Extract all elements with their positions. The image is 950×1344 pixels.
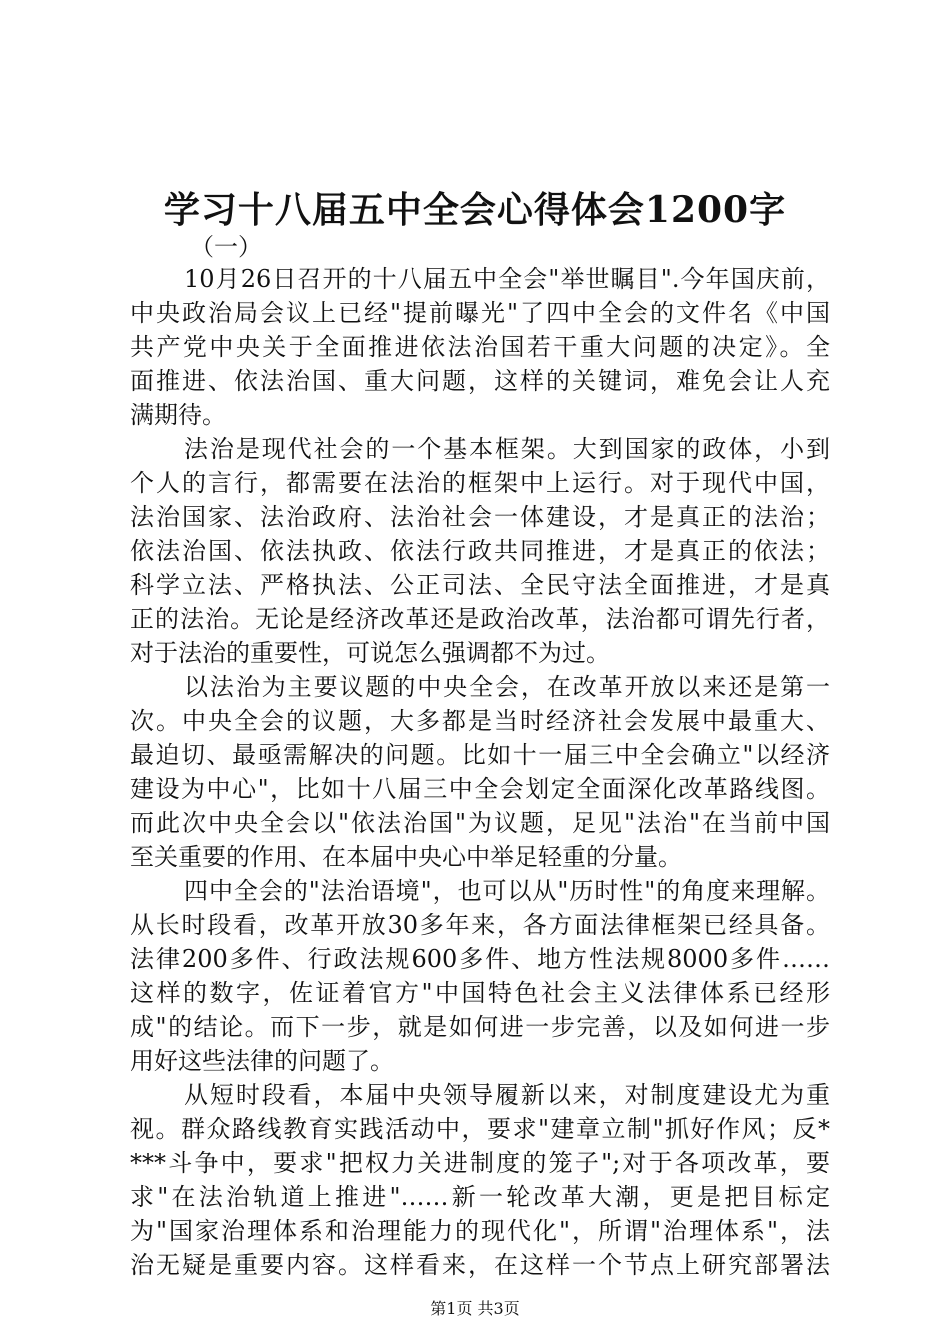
text-line: 个人的言行，都需要在法治的框架中上运行。对于现代中国， bbox=[130, 469, 830, 497]
text-line: 求"在法治轨道上推进"……新一轮改革大潮，更是把目标定 bbox=[130, 1183, 830, 1211]
text-line: 治无疑是重要内容。这样看来，在这样一个节点上研究部署法 bbox=[130, 1251, 830, 1279]
text-line: 成"的结论。而下一步，就是如何进一步完善，以及如何进一步 bbox=[130, 1013, 830, 1041]
text-line: 中央政治局会议上已经"提前曝光"了四中全会的文件名《中国 bbox=[130, 299, 830, 327]
text-line: 四中全会的"法治语境"，也可以从"历时性"的角度来理解。 bbox=[184, 877, 830, 905]
text-line: 次。中央全会的议题，大多都是当时经济社会发展中最重大、 bbox=[130, 707, 830, 735]
text-line: 以法治为主要议题的中央全会，在改革开放以来还是第一 bbox=[184, 673, 830, 701]
text-line: 最迫切、最亟需解决的问题。比如十一届三中全会确立"以经济 bbox=[130, 741, 830, 769]
text-line: 满期待。 bbox=[130, 401, 226, 429]
text-line: 正的法治。无论是经济改革还是政治改革，法治都可谓先行者， bbox=[130, 605, 830, 633]
text-line: 共产党中央关于全面推进依法治国若干重大问题的决定》。全 bbox=[130, 333, 830, 361]
text-line: 面推进、依法治国、重大问题，这样的关键词，难免会让人充 bbox=[130, 367, 830, 395]
page-footer: 第1页 共3页 bbox=[430, 1299, 520, 1318]
text-line: 这样的数字，佐证着官方"中国特色社会主义法律体系已经形 bbox=[130, 979, 830, 1007]
text-line: 视。群众路线教育实践活动中，要求"建章立制"抓好作风；反* bbox=[130, 1115, 830, 1143]
text-line: 从长时段看，改革开放30多年来，各方面法律框架已经具备。 bbox=[130, 911, 830, 939]
text-line: 用好这些法律的问题了。 bbox=[130, 1047, 394, 1075]
text-line: 法治是现代社会的一个基本框架。大到国家的政体，小到 bbox=[184, 435, 830, 463]
text-line: ***斗争中，要求"把权力关进制度的笼子";对于各项改革，要 bbox=[130, 1149, 830, 1177]
document-title: 学习十八届五中全会心得体会1200字 bbox=[163, 189, 787, 231]
section-number: （一） bbox=[190, 233, 262, 261]
text-line: 建设为中心"，比如十八届三中全会划定全面深化改革路线图。 bbox=[130, 775, 830, 803]
text-line: 至关重要的作用、在本届中央心中举足轻重的分量。 bbox=[130, 843, 682, 871]
text-line: 法律200多件、行政法规600多件、地方性法规8000多件…… bbox=[130, 945, 830, 973]
text-line: 为"国家治理体系和治理能力的现代化"，所谓"治理体系"，法 bbox=[130, 1217, 830, 1245]
text-line: 依法治国、依法执政、依法行政共同推进，才是真正的依法； bbox=[130, 537, 830, 565]
text-line: 法治国家、法治政府、法治社会一体建设，才是真正的法治； bbox=[130, 503, 830, 531]
document-body bbox=[130, 262, 830, 1282]
text-line: 而此次中央全会以"依法治国"为议题，足见"法治"在当前中国 bbox=[130, 809, 830, 837]
text-line: 科学立法、严格执法、公正司法、全民守法全面推进，才是真 bbox=[130, 571, 830, 599]
text-line: 从短时段看，本届中央领导履新以来，对制度建设尤为重 bbox=[184, 1081, 830, 1109]
text-line: 10月26日召开的十八届五中全会"举世瞩目".今年国庆前， bbox=[184, 265, 830, 293]
text-line: 对于法治的重要性，可说怎么强调都不为过。 bbox=[130, 639, 610, 667]
